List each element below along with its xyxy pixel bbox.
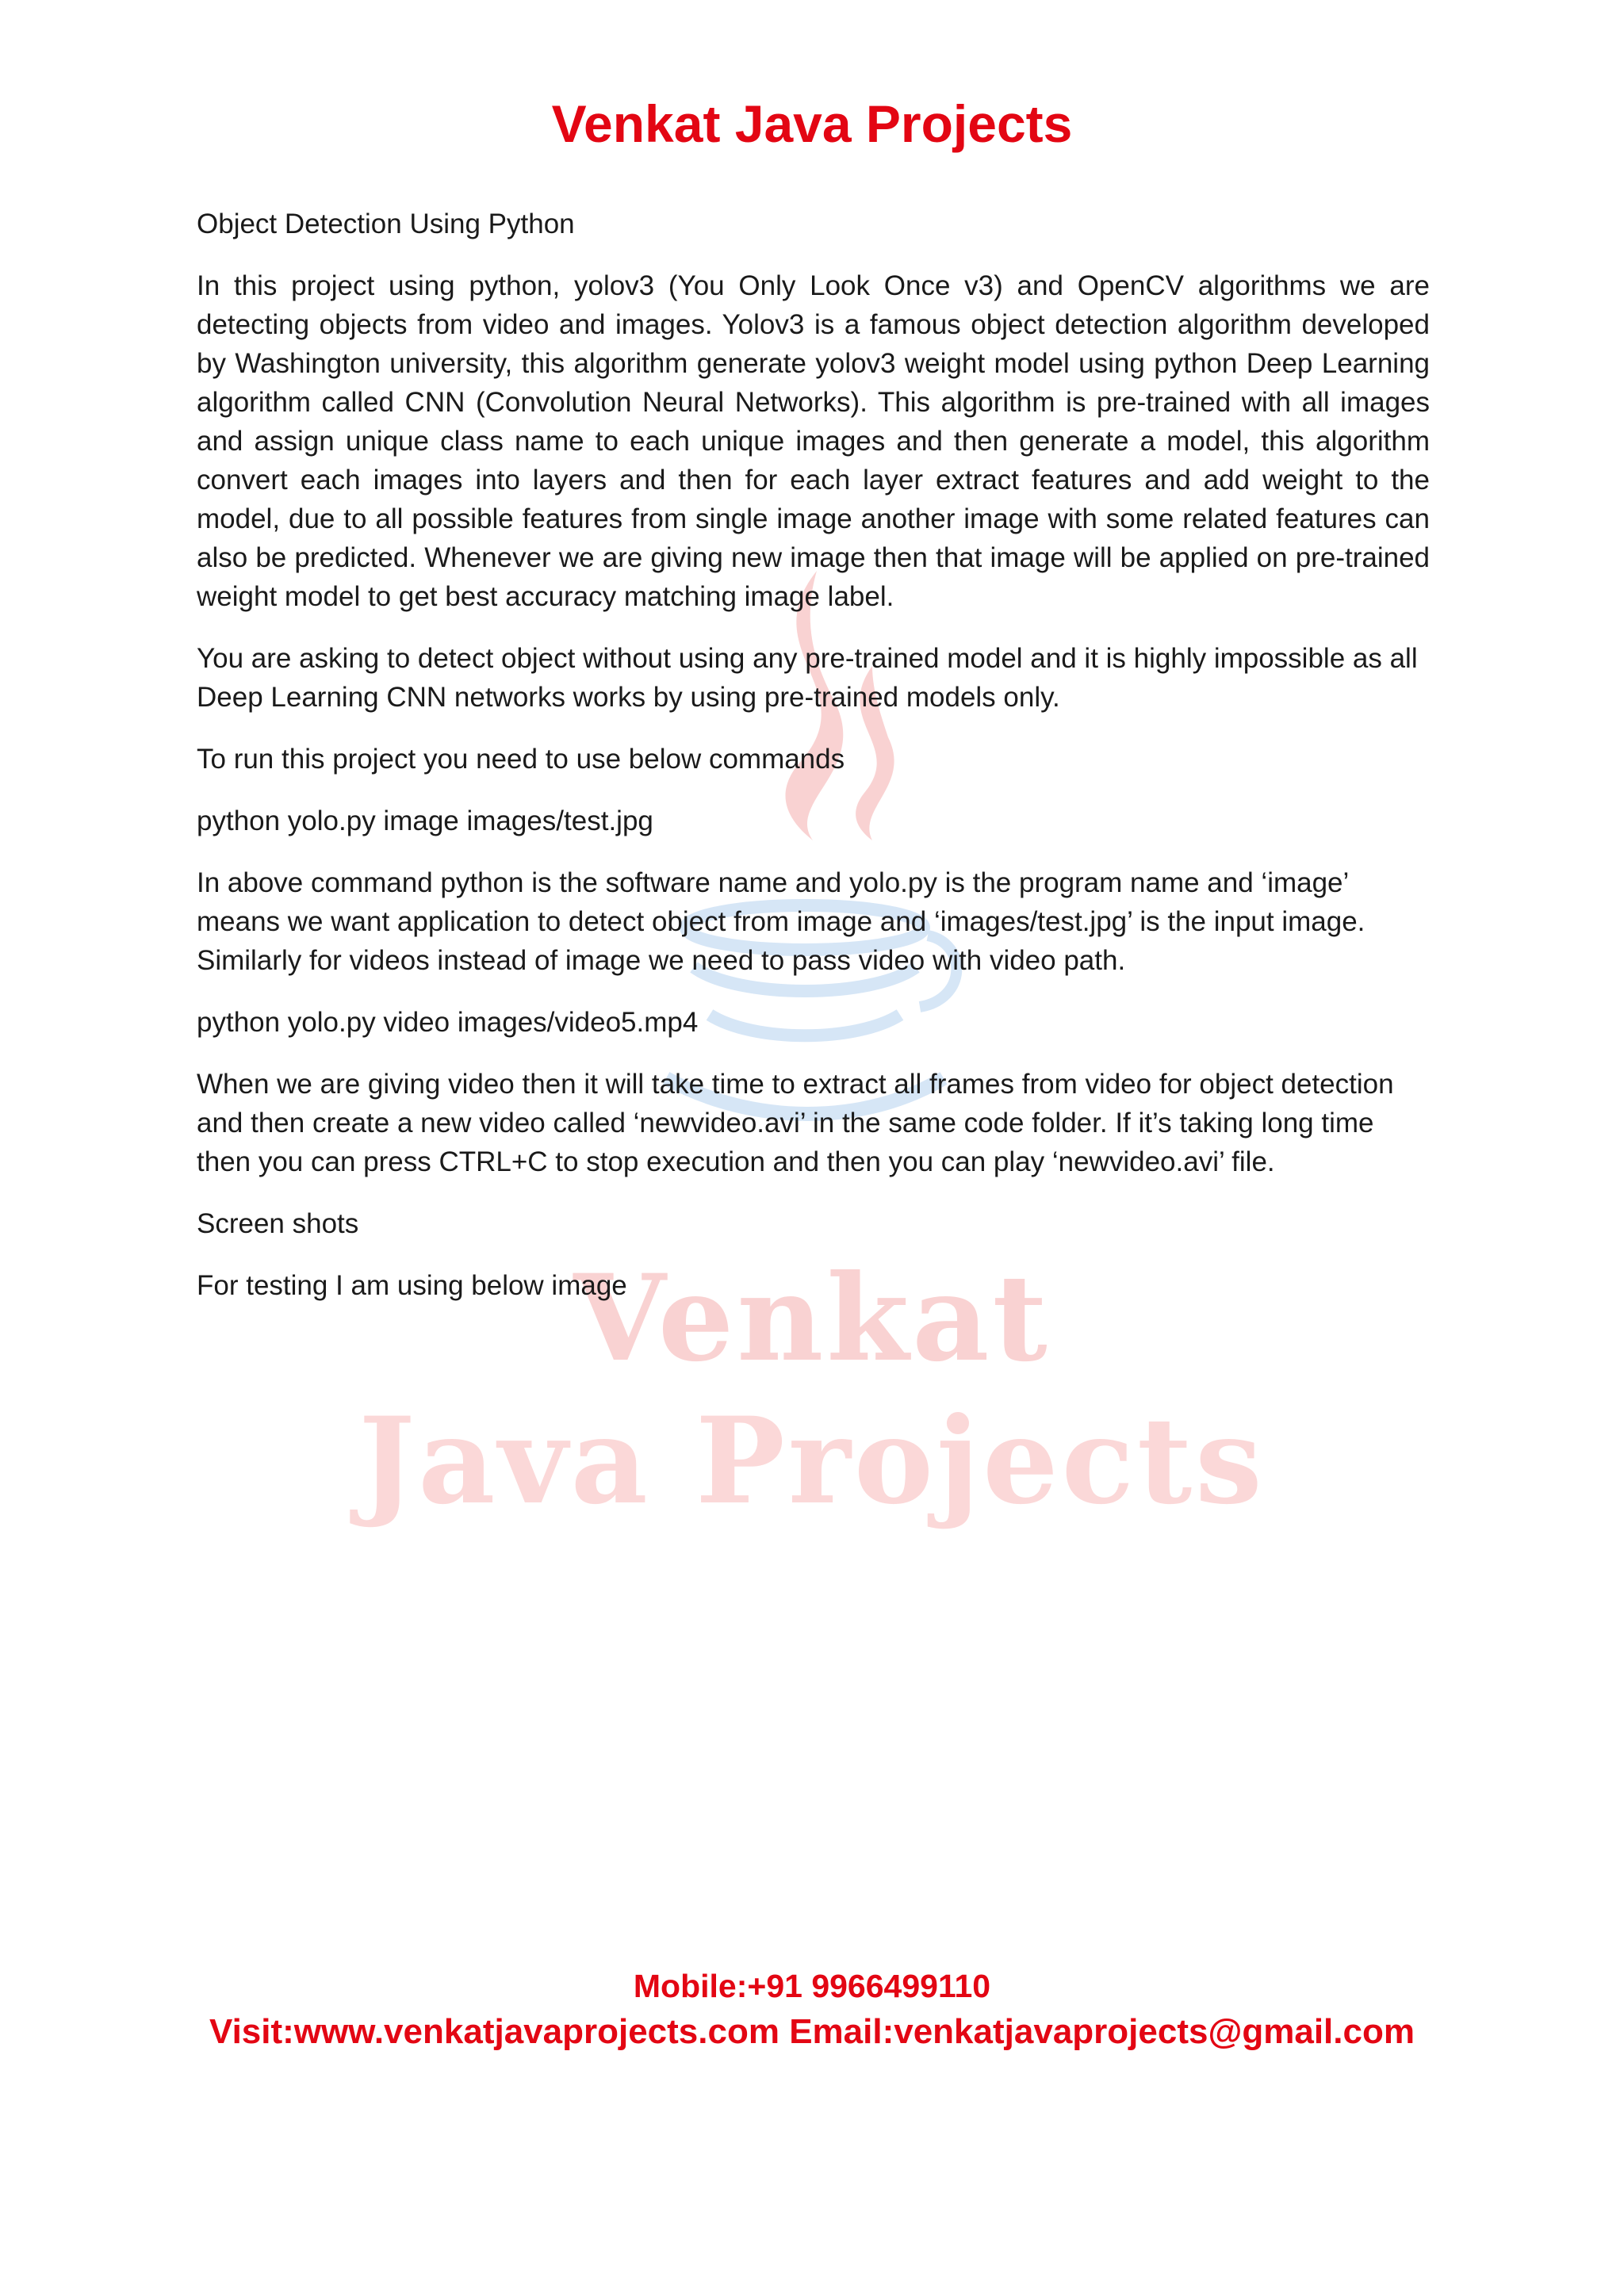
- command-video: python yolo.py video images/video5.mp4: [197, 1007, 699, 1038]
- paragraph-testing: For testing I am using below image: [197, 1270, 627, 1301]
- watermark-line-1: Venkat: [573, 1249, 1051, 1388]
- section-title: Object Detection Using Python: [197, 209, 575, 239]
- footer-mobile: Mobile:+91 9966499110: [633, 1968, 991, 2004]
- page-title: Venkat Java Projects: [551, 94, 1073, 153]
- screenshots-heading: Screen shots: [197, 1208, 359, 1239]
- paragraph-pretrained: You are asking to detect object without using any pre-trained model and it is highly impossible as all Deep Learning CNN networks works by using pre-trained models only.: [197, 643, 1418, 713]
- document-body: [197, 205, 1430, 1328]
- paragraph-run-instructions: To run this project you need to use below commands: [197, 744, 845, 775]
- command-image: python yolo.py image images/test.jpg: [197, 806, 653, 836]
- footer-contact: Visit:www.venkatjavaprojects.com Email:venkatjavaprojects@gmail.com: [209, 2012, 1415, 2051]
- paragraph-video-explanation: When we are giving video then it will take time to extract all frames from video for object detection and then create a new video called ‘newvideo.avi’ in the same code folder. If it’s taking long time then you can press CTRL+C to stop execution and then you can play ‘newvideo.avi’ file.: [197, 1069, 1394, 1177]
- paragraph-command-explanation: In above command python is the software name and yolo.py is the program name and ‘image’ means we want application to detect object from image and ‘images/test.jpg’ is the input image. Similarly for videos instead of image we need to pass video with video path.: [197, 867, 1365, 976]
- watermark-line-2: Java Projects: [358, 1391, 1266, 1531]
- paragraph-intro: In this project using python, yolov3 (You Only Look Once v3) and OpenCV algorithms we are detecting objects from video and images. Yolov3 is a famous object detection algorithm developed by Washington university, this algorithm generate yolov3 weight model using python Deep Learning algorithm called CNN (Convolution Neural Networks). This algorithm is pre-trained with all images and assign unique class name to each unique images and then generate a model, this algorithm convert each images into layers and then for each layer extract features and add weight to the model, due to all possible features from single image another image with some related features can also be predicted. Whenever we are giving new image then that image will be applied on pre-trained weight model to get best accuracy matching image label.: [197, 270, 1430, 612]
